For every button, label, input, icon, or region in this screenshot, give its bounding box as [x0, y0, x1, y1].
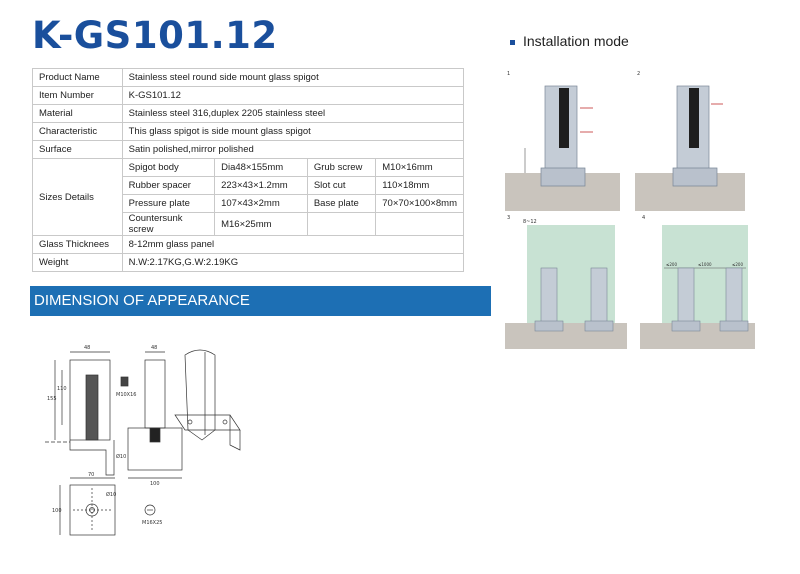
dim-label: 70: [88, 472, 95, 478]
installation-step-1: [505, 68, 620, 213]
size-name: [307, 213, 375, 236]
dim-label: ≤200: [666, 262, 677, 267]
spec-label: Material: [33, 105, 123, 123]
size-name: Pressure plate: [122, 195, 214, 213]
table-row: [33, 141, 464, 159]
dim-label: 8~12: [523, 219, 537, 225]
step-number: 4: [642, 215, 646, 221]
installation-step-3: [505, 213, 627, 351]
spec-value: Stainless steel 316,duplex 2205 stainless steel: [122, 105, 463, 123]
spec-label: Product Name: [33, 69, 123, 87]
step-number: 3: [507, 215, 511, 221]
dim-label: 110: [57, 386, 67, 392]
installation-step-4: [640, 213, 755, 351]
spec-label: Characteristic: [33, 123, 123, 141]
size-name: Countersunk screw: [122, 213, 214, 236]
step-number: 2: [637, 71, 641, 77]
table-row: [33, 105, 464, 123]
spec-label: Weight: [33, 254, 123, 272]
spec-label: Item Number: [33, 87, 123, 105]
dimension-banner: DIMENSION OF APPEARANCE: [30, 286, 491, 316]
size-value: 70×70×100×8mm: [376, 195, 464, 213]
size-value: Dia48×155mm: [215, 159, 308, 177]
table-row: [33, 159, 464, 177]
dim-label: Ø10: [106, 492, 117, 498]
spec-value: 8-12mm glass panel: [122, 236, 463, 254]
spec-value: This glass spigot is side mount glass spigot: [122, 123, 463, 141]
size-value: 223×43×1.2mm: [215, 177, 308, 195]
dim-label: 155: [47, 396, 57, 402]
dim-label: Ø10: [116, 454, 127, 460]
dim-label: 100: [52, 508, 62, 514]
dim-label: 48: [84, 345, 91, 351]
spec-table: [32, 68, 464, 272]
dim-label: ≤200: [732, 262, 743, 267]
size-value: M10×16mm: [376, 159, 464, 177]
table-row: [33, 69, 464, 87]
dimension-drawing: [30, 330, 270, 545]
spec-label: Surface: [33, 141, 123, 159]
size-value: 110×18mm: [376, 177, 464, 195]
size-name: Grub screw: [307, 159, 375, 177]
spec-value: N.W:2.17KG,G.W:2.19KG: [122, 254, 463, 272]
page-title: K-GS101.12: [32, 14, 278, 57]
table-row: [33, 87, 464, 105]
dim-label: 48: [151, 345, 158, 351]
spec-value: K-GS101.12: [122, 87, 463, 105]
size-value: [376, 213, 464, 236]
dim-label: 100: [150, 481, 160, 487]
dim-label: M16X25: [142, 520, 163, 526]
size-name: Rubber spacer: [122, 177, 214, 195]
size-name: Slot cut: [307, 177, 375, 195]
dim-label: M10X16: [116, 392, 137, 398]
spec-label: Glass Thicknees: [33, 236, 123, 254]
size-name: Base plate: [307, 195, 375, 213]
size-value: M16×25mm: [215, 213, 308, 236]
table-row: [33, 254, 464, 272]
table-row: [33, 236, 464, 254]
size-name: Spigot body: [122, 159, 214, 177]
size-value: 107×43×2mm: [215, 195, 308, 213]
step-number: 1: [507, 71, 511, 77]
bullet-icon: [510, 40, 515, 45]
table-row: [33, 123, 464, 141]
spec-label: Sizes Details: [33, 159, 123, 236]
dim-label: ≤1000: [698, 262, 712, 267]
spec-value: Satin polished,mirror polished: [122, 141, 463, 159]
installation-step-2: [635, 68, 745, 213]
spec-value: Stainless steel round side mount glass spigot: [122, 69, 463, 87]
installation-title: Installation mode: [510, 33, 629, 49]
